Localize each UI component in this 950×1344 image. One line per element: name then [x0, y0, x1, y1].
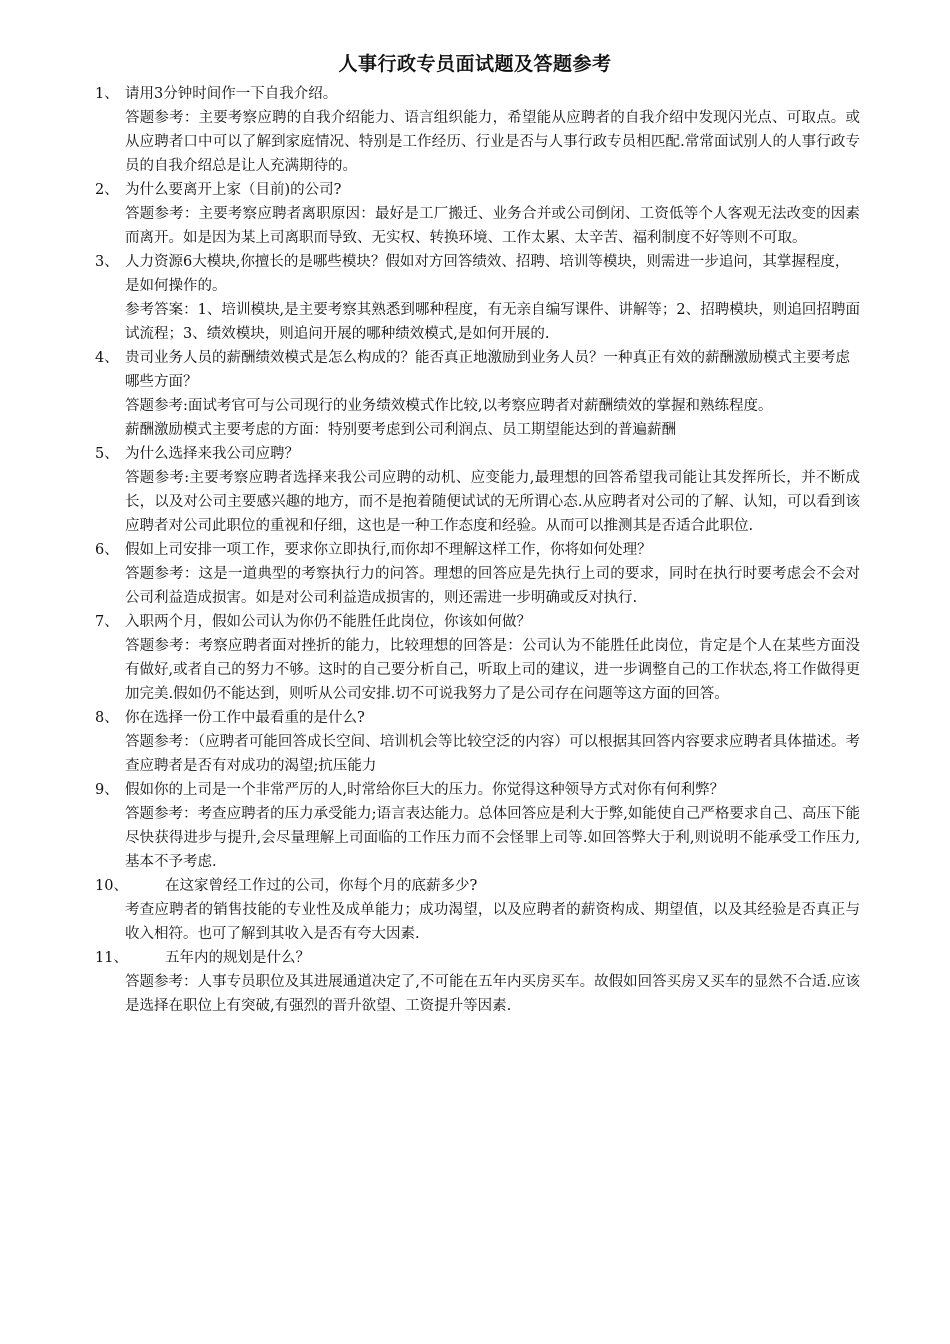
question-text: 假如上司安排一项工作，要求你立即执行,而你却不理解这样工作，你将如何处理？: [125, 542, 652, 558]
question-text: 请用3分钟时间作一下自我介绍。: [125, 86, 338, 102]
question-number: 3、: [95, 254, 119, 270]
question-item: [0, 442, 950, 538]
question-row: [0, 346, 950, 394]
page-title: 人事行政专员面试题及答题参考: [338, 53, 612, 75]
question-item: [0, 706, 950, 778]
question-number: 9、: [95, 782, 119, 798]
question-row: [0, 706, 950, 730]
answer-paragraph: 答题参考：考查应聘者的压力承受能力;语言表达能力。总体回答应是利大于弊,如能使自己严格要求自己、高压下能尽快获得进步与提升,会尽量理解上司面临的工作压力而不会怪罪上司等.如回答弊大于利,则说明不能承受工作压力,基本不予考虑.: [125, 806, 860, 870]
question-number: 8、: [95, 710, 119, 726]
question-text: 你在选择一份工作中最看重的是什么?: [125, 710, 365, 726]
answer-paragraph: 考查应聘者的销售技能的专业性及成单能力；成功渴望，以及应聘者的薪资构成、期望值，以及其经验是否真正与收入相符。也可了解到其收入是否有夸大因素.: [125, 902, 860, 942]
answer-paragraph: 答题参考:面试考官可与公司现行的业务绩效模式作比较,以考察应聘者对薪酬绩效的掌握和熟练程度。: [125, 398, 773, 414]
question-text: 假如你的上司是一个非常严厉的人,时常给你巨大的压力。你觉得这种领导方式对你有何利弊？: [125, 782, 725, 798]
question-item: [0, 610, 950, 706]
answer-paragraph: 答题参考：主要考察应聘的自我介绍能力、语言组织能力，希望能从应聘者的自我介绍中发现闪光点、可取点。或从应聘者口中可以了解到家庭情况、特别是工作经历、行业是否与人事行政专员相匹配.常常面试别人的人事行政专员的自我介绍总是让人充满期待的。: [125, 110, 860, 174]
question-row: [0, 610, 950, 634]
answer-block: [0, 802, 950, 874]
answer-paragraph: 薪酬激励模式主要考虑的方面：特别要考虑到公司利润点、员工期望能达到的普遍薪酬: [125, 422, 676, 438]
question-text: 贵司业务人员的薪酬绩效模式是怎么构成的？能否真正地激励到业务人员？一种真正有效的薪酬激励模式主要考虑哪些方面？: [125, 350, 850, 390]
question-row: [0, 250, 950, 298]
answer-paragraph: 参考答案：1、培训模块,是主要考察其熟悉到哪种程度，有无亲自编写课件、讲解等；2、招聘模块，则追回招聘面试流程；3、绩效模块，则追问开展的哪种绩效模式,是如何开展的.: [125, 302, 860, 342]
question-number: 4、: [95, 350, 119, 366]
answer-block: [0, 202, 950, 250]
question-item: [0, 538, 950, 610]
question-item: [0, 946, 950, 1018]
question-row: [0, 778, 950, 802]
question-number: 7、: [95, 614, 119, 630]
question-row: [0, 442, 950, 466]
question-text: 为什么选择来我公司应聘？: [125, 446, 299, 462]
question-row: [0, 946, 950, 970]
answer-block: [0, 394, 950, 442]
question-row: [0, 178, 950, 202]
question-number: 11、: [95, 950, 128, 966]
answer-paragraph: 答题参考：考察应聘者面对挫折的能力，比较理想的回答是：公司认为不能胜任此岗位，肯定是个人在某些方面没有做好,或者自己的努力不够。这时的自己要分析自己，听取上司的建议，进一步调整自己的工作状态,将工作做得更加完美.假如仍不能达到，则听从公司安排.切不可说我努力了是公司存在问题等这方面的回答。: [125, 638, 860, 702]
answer-paragraph: 答题参考：这是一道典型的考察执行力的问答。理想的回答应是先执行上司的要求，同时在执行时要考虑会不会对公司利益造成损害。如是对公司利益造成损害的，则还需进一步明确或反对执行.: [125, 566, 860, 606]
answer-block: [0, 730, 950, 778]
answer-block: [0, 562, 950, 610]
question-text: 入职两个月，假如公司认为你仍不能胜任此岗位，你该如何做？: [125, 614, 531, 630]
question-number: 10、: [95, 878, 128, 894]
question-item: [0, 178, 950, 250]
question-item: [0, 778, 950, 874]
answer-paragraph: 答题参考：（应聘者可能回答成长空间、培训机会等比较空泛的内容）可以根据其回答内容要求应聘者具体描述。考查应聘者是否有对成功的渴望;抗压能力: [125, 734, 860, 774]
answer-paragraph: 答题参考：人事专员职位及其进展通道决定了,不可能在五年内买房买车。故假如回答买房又买车的显然不合适.应该是选择在职位上有突破,有强烈的晋升欲望、工资提升等因素.: [125, 974, 860, 1014]
question-number: 2、: [95, 182, 119, 198]
question-list: [0, 82, 950, 1018]
question-row: [0, 538, 950, 562]
answer-block: [0, 106, 950, 178]
answer-paragraph: 答题参考：主要考察应聘者离职原因：最好是工厂搬迁、业务合并或公司倒闭、工资低等个人客观无法改变的因素而离开。如是因为某上司离职而导致、无实权、转换环境、工作太累、太辛苦、福利制度不好等则不可取。: [125, 206, 860, 246]
answer-block: [0, 298, 950, 346]
question-text: 人力资源6大模块,你擅长的是哪些模块？假如对方回答绩效、招聘、培训等模块，则需进一步追问，其掌握程度，是如何操作的。: [125, 254, 850, 294]
question-text: 在这家曾经工作过的公司，你每个月的底薪多少?: [165, 878, 478, 894]
question-item: [0, 250, 950, 346]
answer-block: [0, 634, 950, 706]
question-item: [0, 346, 950, 442]
question-text: 为什么要离开上家（目前)的公司?: [125, 182, 342, 198]
answer-paragraph: 答题参考:主要考察应聘者选择来我公司应聘的动机、应变能力,最理想的回答希望我司能让其发挥所长，并不断成长，以及对公司主要感兴趣的地方，而不是抱着随便试试的无所谓心态.从应聘者对公司的了解、认知，可以看到该应聘者对公司此职位的重视和仔细，这也是一种工作态度和经验。从而可以推测其是否适合此职位.: [125, 470, 860, 534]
question-number: 6、: [95, 542, 119, 558]
question-row: [0, 874, 950, 898]
answer-block: [0, 898, 950, 946]
question-number: 1、: [95, 86, 119, 102]
question-item: [0, 874, 950, 946]
question-item: [0, 82, 950, 178]
answer-block: [0, 970, 950, 1018]
question-row: [0, 82, 950, 106]
question-number: 5、: [95, 446, 119, 462]
question-text: 五年内的规划是什么？: [165, 950, 310, 966]
answer-block: [0, 466, 950, 538]
